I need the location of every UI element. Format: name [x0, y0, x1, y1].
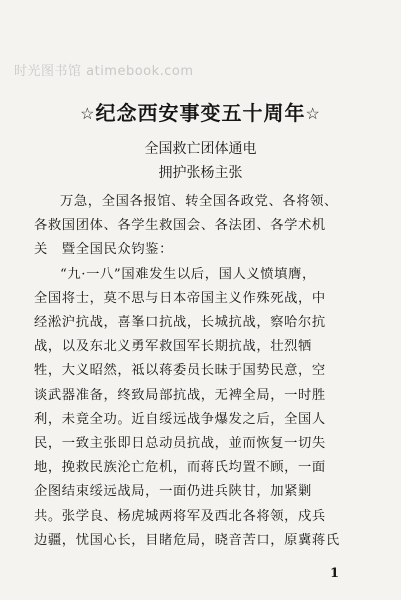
text-line: 万急，全国各报馆、转全国各政党、各将领、 — [60, 194, 338, 209]
text-line: 边疆，忧国心长，目睹危局，晓音苦口，原冀蒋氏 — [34, 532, 340, 548]
text-line: 经淞沪抗战，喜峯口抗战，长城抗战，察哈尔抗 — [34, 315, 326, 331]
watermark: 时光图书馆 atimebook.com — [14, 64, 194, 79]
subtitle-line-2: 拥护张杨主张 — [158, 165, 243, 181]
text-line: 战，以及东北义勇军救国军长期抗战，壮烈牺 — [34, 339, 312, 355]
text-line: 谈武器准备，终致局部抗战，无裨全局，一时胜 — [34, 387, 326, 403]
page-title — [0, 97, 401, 126]
star-icon: ☆ — [80, 104, 96, 123]
title-text: 纪念西安事变五十周年 — [95, 101, 306, 125]
paragraph-salutation — [34, 190, 382, 263]
text-line: 关 暨全国民众钧鉴： — [34, 242, 173, 258]
text-line: 地，挽救民族沦亡危机，而蒋氏均置不顾，一面 — [34, 460, 326, 476]
text-line: 牲，大义昭然，祗以蒋委员长昧于国势民意，空 — [34, 363, 326, 379]
text-line: 全国将士，莫不思与日本帝国主义作殊死战，中 — [34, 290, 326, 306]
paragraph-main — [34, 263, 382, 553]
page-number: 1 — [330, 566, 340, 581]
body-text — [34, 190, 382, 553]
text-line: 利，未竟全功。近自绥远战争爆发之后，全国人 — [34, 411, 326, 427]
text-line: 共。张学良、杨虎城两将军及西北各将领，戍兵 — [34, 508, 326, 524]
subtitle-line-1: 全国救亡团体通电 — [144, 141, 257, 157]
text-line: 企图结束绥远战局，一面仍进兵陕甘，加紧剿 — [34, 484, 312, 500]
star-icon: ☆ — [305, 104, 321, 123]
text-line: 民，一致主张即日总动员抗战，並而恢复一切失 — [34, 436, 326, 452]
text-line: 各救国团体、各学生救国会、各法团、各学术机 — [34, 218, 326, 234]
text-line: “九·一八”国难发生以后，国人义愤填膺， — [60, 266, 316, 282]
